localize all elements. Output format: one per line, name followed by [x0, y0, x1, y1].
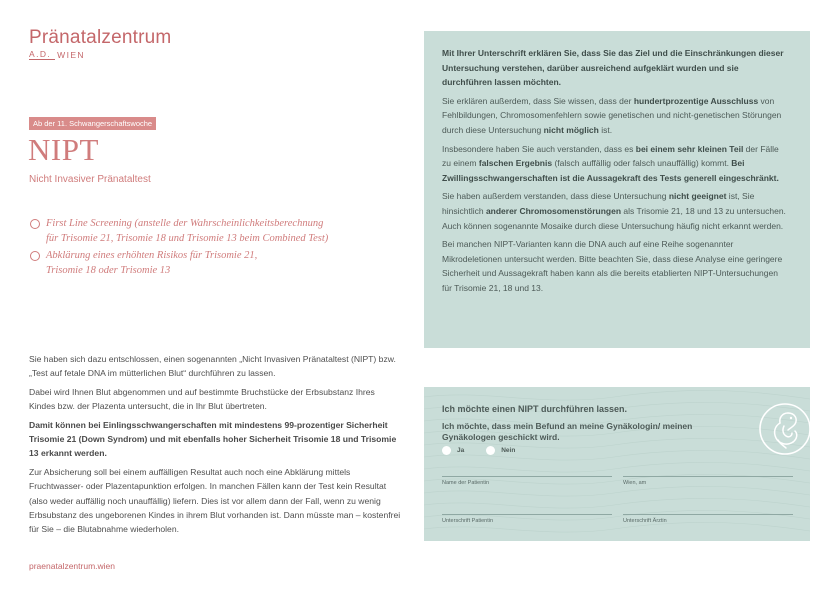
list-item [30, 216, 390, 246]
consent-paragraph: Bei manchen NIPT-Varianten kann die DNA auch auf eine Reihe sogenannter Mikrodeletionen untersucht werden. Bitte beachten Sie, dass diese Analyse eine geringere Sicherheit und Aussagekraft haben kann als die bereits etablierten NIPT-Untersuchungen für Trisomie 21, 18 und 13. [442, 239, 783, 293]
text-span: Sie erklären außerdem, dass Sie wissen, dass der [442, 95, 634, 106]
info-paragraph-highlight: Damit können bei Einlingsschwangerschaften mit mindestens 99-prozentiger Sicherheit Trisomie 21 (Down Syndrom) und mit ebenfalls hoher Sicherheit Trisomie 18 und Trisomie 13 erkannt werden. [29, 419, 397, 459]
radio-yes[interactable] [442, 446, 464, 455]
indication-list [30, 216, 390, 280]
patient-name-field[interactable] [442, 476, 612, 477]
text-span: Sie haben außerdem verstanden, dass diese Untersuchung [442, 191, 669, 202]
bold-span: nicht möglich [543, 124, 599, 135]
logo-wien: WIEN [57, 49, 85, 60]
bold-span: hundertprozentige Ausschluss [633, 95, 759, 106]
radio-circle-icon[interactable] [486, 446, 495, 455]
text-span: ist, Sie hinsichtlich [442, 191, 755, 216]
page-subtitle: Nicht Invasiver Pränataltest [29, 174, 151, 185]
text-span: Insbesondere haben Sie auch verstanden, dass es [442, 143, 636, 154]
logo-name: Pränatalzentrum [29, 27, 172, 48]
bold-span: nicht geeignet [668, 191, 727, 202]
logo-ad: A.D. [29, 49, 55, 60]
logo [29, 27, 189, 60]
radio-no[interactable] [486, 446, 515, 455]
info-paragraph: Zur Absicherung soll bei einem auffälligen Resultat auch noch eine Abklärung mittels Fruchtwasser- oder Plazentapunktion erfolgen. In manchen Fällen kann der Test kein Resultat (also weder auffällig noch unauffällig) liefern. Dies ist vor allem dann der Fall, wenn zu wenig Erbsubstanz des ungeborenen Kindes in ihrem Blut vorhanden ist. Dann müsste man – kostenfrei für Sie – die Blutabnahme wiederholen. [29, 466, 401, 535]
consent-form-title: Ich möchte einen NIPT durchführen lassen. [442, 404, 628, 414]
bullet-2-line-2: Trisomie 18 oder Trisomie 13 [46, 265, 171, 276]
consent-form [424, 387, 810, 541]
date-field[interactable] [623, 476, 793, 477]
bullet-1-line-1: First Line Screening (anstelle der Wahrscheinlichkeitsberechnung [46, 218, 324, 229]
bold-span: anderer Chromosomenstörungen [485, 205, 622, 216]
patient-signature-field[interactable] [442, 514, 612, 515]
info-paragraph: Dabei wird Ihnen Blut abgenommen und auf bestimmte Bruchstücke der Erbsubstanz Ihres Kindes bzw. der Plazenta untersucht, die in Ihr Blut übertreten. [29, 386, 375, 412]
patient-name-label: Name der Patientin [442, 480, 490, 486]
info-text [29, 352, 401, 541]
consent-paragraph [442, 189, 790, 233]
text-span: als Trisomie 21, 18 und 13 zu untersuchen. Auch können sogenannte Mosaike durch diese Untersuchung häufig nicht erkannt werden. [442, 205, 786, 231]
radio-circle-icon[interactable] [442, 446, 451, 455]
list-item [30, 248, 390, 278]
text-span: der Fälle zu einem [442, 143, 779, 169]
date-label: Wien, am [623, 480, 647, 486]
bold-span: falschen Ergebnis [478, 158, 553, 169]
radio-no-label: Nein [501, 447, 516, 454]
doctor-signature-field[interactable] [623, 514, 793, 515]
text-span: (falsch auffällig oder falsch unauffällig) kommt. [552, 158, 732, 169]
consent-paragraph [442, 94, 790, 138]
consent-bold-text: Mit Ihrer Unterschrift erklären Sie, dass Sie das Ziel und die Einschränkungen dieser Untersuchung verstehen, darüber ausreichend aufgeklärt wurden und sie durchführen lassen möchten. [442, 48, 784, 88]
bullet-2-line-1: Abklärung eines erhöhten Risikos für Trisomie 21, [46, 250, 258, 261]
page-title: NIPT [28, 132, 99, 167]
bold-span: bei einem sehr kleinen Teil [635, 143, 744, 154]
consent-paragraph [442, 46, 790, 90]
info-paragraph: Sie haben sich dazu entschlossen, einen sogenannten „Nicht Invasiven Pränataltest (NIPT) bzw. „Test auf fetale DNA im mütterlichen Blut“ durchführen zu lassen. [29, 354, 396, 379]
bullet-1-line-2: für Trisomie 21, Trisomie 18 und Trisomie 13 beim Combined Test) [46, 233, 329, 244]
consent-paragraph [442, 142, 790, 186]
text-span: von Fehlbildungen, Chromosomenfehlern sowie genetischen und nicht-genetischen Störungen durch diese Untersuchung [442, 95, 782, 135]
text-span: ist. [598, 124, 613, 135]
logo-subline [29, 49, 189, 60]
radio-yes-label: Ja [457, 447, 465, 454]
week-badge: Ab der 11. Schwangerschaftswoche [29, 117, 156, 130]
report-radio-group [442, 446, 537, 455]
website-link[interactable]: praenatalzentrum.wien [29, 561, 115, 571]
bold-span: Bei Zwillingsschwangerschaften ist die Aussagekraft des Tests generell eingeschränkt. [442, 158, 779, 183]
consent-form-subtitle: Ich möchte, dass mein Befund an meine Gynäkologin/ meinen Gynäkologen geschickt wird. [442, 421, 693, 442]
fetus-icon [758, 402, 810, 456]
doctor-signature-label: Unterschrift Ärztin [623, 518, 667, 524]
radio-circle-icon [30, 251, 40, 261]
radio-circle-icon [30, 219, 40, 229]
consent-explanation-box [424, 31, 810, 348]
patient-signature-label: Unterschrift Patientin [442, 518, 494, 524]
